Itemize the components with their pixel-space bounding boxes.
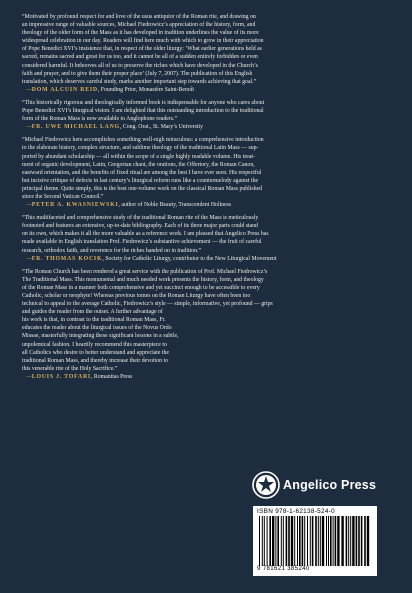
author-title: , Romanitas Press	[91, 373, 133, 380]
barcode-bar	[294, 516, 295, 566]
barcode-bar	[283, 516, 284, 566]
barcode-bar	[269, 516, 271, 566]
blurb-text-wide: “The Roman Church has been rendered a great service with the publication of Prof. Michael Fiedrowicz’s The Traditional Mass. This monumental and much needed work presents the history, form, and theology of the Roman Mass in a manner both comprehensive and yet succinct enough to be accessible to every Catholic, scholar or neophyte! Whereas previous tomes on the Roman Liturgy have often been too technical to appeal to the average Catholic, Fiedrowicz’s style — simple, informative, yet profound — grips	[22, 268, 273, 308]
barcode-bar	[267, 516, 268, 566]
barcode-bar	[348, 516, 349, 566]
barcode-bar	[356, 516, 358, 566]
publisher-logo	[252, 468, 377, 508]
publisher-name: Angelico Press	[283, 478, 377, 492]
blurb-attribution: —LOUIS J. TOFARI, Romanitas Press	[26, 373, 133, 380]
barcode-bars	[257, 516, 373, 566]
barcode-bar	[286, 516, 288, 566]
author-title: , author of Noble Beauty, Transcendent Holiness	[118, 202, 232, 209]
barcode-bar	[302, 516, 304, 566]
barcode-bar	[341, 516, 343, 566]
barcode-bar	[328, 516, 329, 566]
barcode-bar	[307, 516, 308, 566]
barcode-number: 9 781621 385240	[257, 566, 310, 572]
author-title: , Founding Prior, Monastère Saint-Benoît	[97, 86, 194, 93]
barcode-bar	[322, 516, 324, 566]
blurb-text: “This historically rigorous and theologically informed book is indispensable for anyone who cares about Pope Benedict XVI’s liturgical vision. I am delighted that this outstanding introduction to the traditional form of the Roman Mass is now available to Anglophone readers.”	[22, 99, 265, 123]
blurb-kwasniewski	[22, 136, 392, 209]
barcode-bar	[358, 516, 360, 566]
blurb-attribution: —FR. THOMAS KOCIK, Society for Catholic Liturgy, contributor to the New Liturgical Movement	[26, 255, 277, 262]
barcode-bar	[315, 516, 317, 566]
blurb-tofari	[22, 268, 392, 381]
author-name: FR. UWE MICHAEL LANG	[31, 124, 120, 131]
barcode	[253, 506, 377, 576]
blurb-reid	[22, 13, 392, 94]
barcode-bar	[320, 516, 321, 566]
author-title: , Society for Catholic Liturgy, contributor to the New Liturgical Movement	[102, 255, 277, 262]
isbn-label: ISBN 978-1-62138-524-0	[257, 508, 336, 515]
barcode-bar	[335, 516, 337, 566]
barcode-bar	[350, 516, 351, 566]
barcode-bar	[326, 516, 327, 566]
barcode-bar	[346, 516, 348, 566]
author-name: DOM ALCUIN REID	[31, 86, 98, 93]
barcode-bar	[291, 516, 293, 566]
barcode-bar	[299, 516, 301, 566]
author-name: FR. THOMAS KOCIK	[31, 255, 103, 262]
barcode-bar	[333, 516, 334, 566]
barcode-bar	[275, 516, 276, 566]
barcode-bar	[281, 516, 282, 566]
barcode-bar	[272, 516, 274, 566]
angelico-seal-icon	[252, 471, 280, 499]
blurb-text: “Michael Fiedrowicz here accomplishes something well-nigh miraculous: a comprehensive introduction to the elaborate history, complex structure, and sublime theology of the traditional Latin Mass — sup- ported by abundant scholarship — all within the scope of a single highly readable volume. His treat- ment of organic development, Latin, Gregorian chant, the orations, the Offertory, the Roman Canon, eastward orientation, and the benefits of fixed ritual are among the best I have ever seen. His respectful but incisive critique of defects in last century’s liturgical reform runs like a countermelody against the principal theme. Quite simply, this is the best one-volume work on the classical Roman Mass published since the Second Vatican Council.”	[22, 137, 264, 200]
barcode-bar	[337, 516, 339, 566]
barcode-bar	[277, 516, 279, 566]
blurb-lang	[22, 99, 392, 131]
barcode-bar	[361, 516, 363, 566]
barcode-bar	[304, 516, 305, 566]
barcode-bar	[352, 516, 354, 566]
author-name: LOUIS J. TOFARI	[31, 373, 91, 380]
blurb-text: and guides the reader from the outset. A further advantage of his work is that, in contrast to the traditional Roman Mass, Fr. educates the reader about the liturgical issues of the Novus Ordo Missae, masterfully integrating these significant lessons in a subtle, unpolemical fashion. I heartily recommend this masterpiece to all Catholics who desire to better understand and appreciate the traditional Roman Mass, and thereby increase their devotion to this venerable rite of the Holy Sacrifice.”	[22, 309, 179, 372]
blurb-attribution: —DOM ALCUIN REID, Founding Prior, Monastère Saint-Benoît	[26, 86, 194, 93]
blurb-attribution: —PETER A. KWASNIEWSKI, author of Noble Beauty, Transcendent Holiness	[26, 202, 232, 209]
barcode-bar	[288, 516, 290, 566]
barcode-bar	[310, 516, 311, 566]
barcode-bar	[367, 516, 369, 566]
author-name: PETER A. KWASNIEWSKI	[31, 202, 119, 209]
barcode-bar	[297, 516, 298, 566]
blurb-kocik	[22, 214, 392, 263]
barcode-bar	[259, 516, 260, 566]
author-title: , Cong. Orat., St. Mary’s University	[119, 124, 204, 131]
blurb-text: “This multifaceted and comprehensive study of the traditional Roman rite of the Mass is meticulously footnoted and features an extensive, up-to-date bibliography. Each of its three major parts could stand on its own, which makes it all the more valuable as a reference work. I am pleased that Angelico Press has made available in English translation Prof. Fiedrowicz’s substantive achievement — the fruit of careful research, orthodox faith, and reverence for the riches handed on in tradition.”	[22, 215, 269, 254]
blurb-attribution: —FR. UWE MICHAEL LANG, Cong. Orat., St. Mary’s University	[26, 124, 204, 131]
barcode-bar	[364, 516, 366, 566]
barcode-bar	[264, 516, 265, 566]
barcode-bar	[312, 516, 314, 566]
blurb-text: “Motivated by profound respect for and love of the usus antiquior of the Roman rite, and drawing on an impressive range of valuable sources, Michael Fiedrowicz’s appreciation of the history, form, and theology of the older form of the Mass as it has developed in tradition underlines the value of its more widespread celebration in our day. Readers will find here much with which to grow in their appreciation of Pope Benedict XVI’s insistence that, in respect of the older liturgy: ‘What earlier generations held as sacred, remains sacred and great for us too, and it cannot be all of a sudden entirely forbidden or even considered harmful. It behooves all of us to preserve the riches which have developed in the Church’s faith and prayer, and to give them their proper place’ (July 7, 2007). The publication of this English translation, which deserves careful study, marks another important step towards achieving that goal.”	[22, 14, 264, 85]
barcode-bar	[330, 516, 332, 566]
barcode-bar	[318, 516, 319, 566]
barcode-bar	[262, 516, 263, 566]
